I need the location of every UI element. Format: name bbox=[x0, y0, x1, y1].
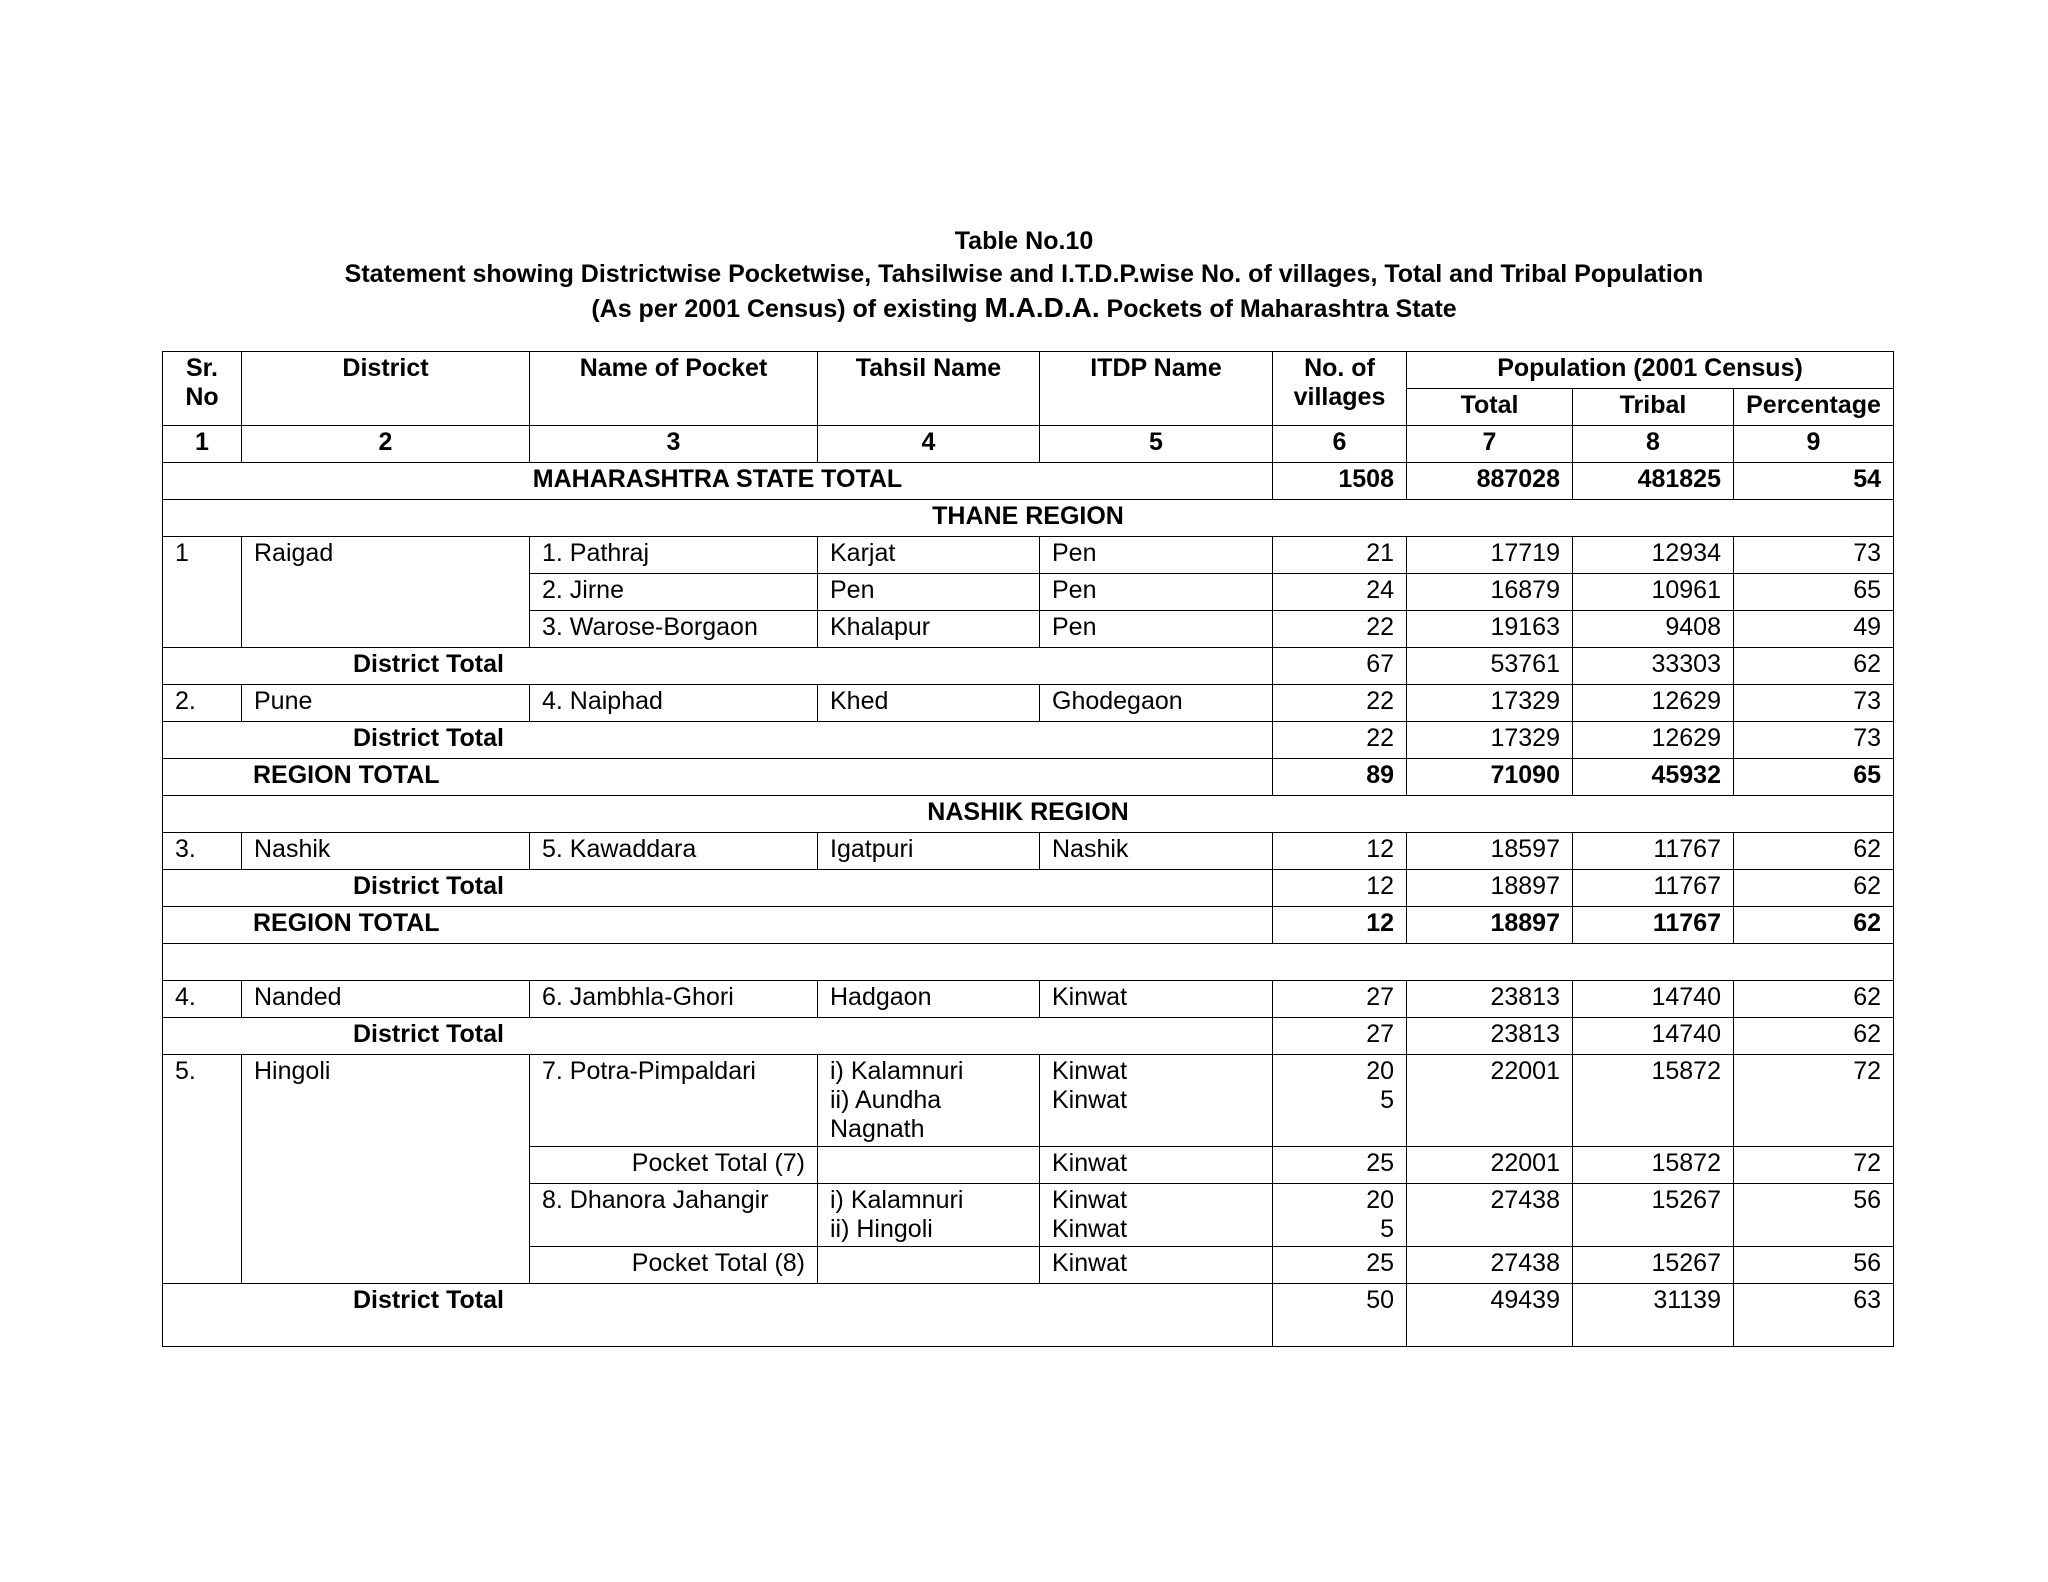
tribal-cell: 11767 bbox=[1573, 907, 1734, 944]
itdp-cell: Nashik bbox=[1040, 833, 1273, 870]
tribal-cell: 9408 bbox=[1573, 611, 1734, 648]
villages-cell: 25 bbox=[1273, 1147, 1407, 1184]
sr-no-cell: 3. bbox=[163, 833, 242, 870]
column-number: 4 bbox=[818, 426, 1040, 463]
total-cell: 887028 bbox=[1407, 463, 1573, 500]
itdp-cell: Pen bbox=[1040, 611, 1273, 648]
villages-cell: 24 bbox=[1273, 574, 1407, 611]
percentage-cell: 62 bbox=[1734, 870, 1894, 907]
subtitle-part-2: Pockets of Maharashtra State bbox=[1099, 295, 1457, 323]
header-row-1 bbox=[163, 352, 1894, 389]
total-cell: 17719 bbox=[1407, 537, 1573, 574]
villages-line: 20 bbox=[1366, 1057, 1394, 1085]
tahsil-cell: Khalapur bbox=[818, 611, 1040, 648]
tahsil-cell bbox=[818, 1247, 1040, 1284]
column-number: 5 bbox=[1040, 426, 1273, 463]
table-row bbox=[163, 1055, 1894, 1147]
pocket-cell: 3. Warose-Borgaon bbox=[530, 611, 818, 648]
percentage-cell: 62 bbox=[1734, 833, 1894, 870]
tahsil-cell: Karjat bbox=[818, 537, 1040, 574]
district-total-row bbox=[163, 648, 1894, 685]
thane-region-heading: THANE REGION bbox=[163, 500, 1894, 537]
table-row bbox=[163, 981, 1894, 1018]
villages-line: 5 bbox=[1380, 1215, 1394, 1243]
percentage-cell: 49 bbox=[1734, 611, 1894, 648]
total-cell: 71090 bbox=[1407, 759, 1573, 796]
itdp-cell: Kinwat bbox=[1040, 981, 1273, 1018]
sr-no-cell: 2. bbox=[163, 685, 242, 722]
district-cell: Pune bbox=[242, 685, 530, 722]
tribal-cell: 14740 bbox=[1573, 981, 1734, 1018]
tribal-cell: 14740 bbox=[1573, 1018, 1734, 1055]
sr-no-cell: 1 bbox=[163, 537, 242, 648]
total-cell: 18897 bbox=[1407, 870, 1573, 907]
tribal-cell: 481825 bbox=[1573, 463, 1734, 500]
villages-cell: 1508 bbox=[1273, 463, 1407, 500]
villages-cell: 12 bbox=[1273, 833, 1407, 870]
tahsil-cell: Igatpuri bbox=[818, 833, 1040, 870]
column-number: 9 bbox=[1734, 426, 1894, 463]
header-population: Population (2001 Census) bbox=[1407, 352, 1894, 389]
villages-cell: 21 bbox=[1273, 537, 1407, 574]
subtitle-part-1: (As per 2001 Census) of existing bbox=[591, 295, 985, 323]
district-total-row bbox=[163, 870, 1894, 907]
region-heading-row bbox=[163, 500, 1894, 537]
total-cell: 23813 bbox=[1407, 1018, 1573, 1055]
tahsil-line: ii) Hingoli bbox=[830, 1215, 933, 1243]
total-cell: 18597 bbox=[1407, 833, 1573, 870]
percentage-cell: 62 bbox=[1734, 907, 1894, 944]
itdp-cell: Ghodegaon bbox=[1040, 685, 1273, 722]
total-cell: 18897 bbox=[1407, 907, 1573, 944]
sr-no-cell: 4. bbox=[163, 981, 242, 1018]
region-heading-row bbox=[163, 796, 1894, 833]
state-total-row bbox=[163, 463, 1894, 500]
pocket-cell: 7. Potra-Pimpaldari bbox=[530, 1055, 818, 1147]
percentage-cell: 56 bbox=[1734, 1247, 1894, 1284]
table-row bbox=[163, 537, 1894, 574]
tribal-cell: 15872 bbox=[1573, 1147, 1734, 1184]
total-cell: 23813 bbox=[1407, 981, 1573, 1018]
district-cell: Hingoli bbox=[242, 1055, 530, 1284]
blank-cell bbox=[163, 944, 1894, 981]
percentage-cell: 73 bbox=[1734, 685, 1894, 722]
tahsil-line: ii) Aundha Nagnath bbox=[830, 1086, 942, 1143]
region-total-label: REGION TOTAL bbox=[163, 759, 1273, 796]
state-total-label: MAHARASHTRA STATE TOTAL bbox=[163, 463, 1273, 500]
tribal-cell: 15872 bbox=[1573, 1055, 1734, 1147]
villages-cell bbox=[1273, 1055, 1407, 1147]
pocket-total-label: Pocket Total (7) bbox=[530, 1147, 818, 1184]
villages-cell: 12 bbox=[1273, 870, 1407, 907]
tribal-cell: 15267 bbox=[1573, 1184, 1734, 1247]
itdp-cell: Pen bbox=[1040, 537, 1273, 574]
header-percentage: Percentage bbox=[1734, 389, 1894, 426]
tribal-cell: 31139 bbox=[1573, 1284, 1734, 1347]
percentage-cell: 56 bbox=[1734, 1184, 1894, 1247]
mada-pockets-table bbox=[162, 351, 1894, 1347]
district-cell: Raigad bbox=[242, 537, 530, 648]
tahsil-line: i) Kalamnuri bbox=[830, 1057, 964, 1085]
itdp-cell: Kinwat bbox=[1040, 1247, 1273, 1284]
tribal-cell: 11767 bbox=[1573, 870, 1734, 907]
percentage-cell: 73 bbox=[1734, 722, 1894, 759]
district-cell: Nashik bbox=[242, 833, 530, 870]
table-number: Table No.10 bbox=[954, 227, 1094, 255]
tribal-cell: 12934 bbox=[1573, 537, 1734, 574]
itdp-cell bbox=[1040, 1184, 1273, 1247]
villages-cell: 89 bbox=[1273, 759, 1407, 796]
villages-line: 20 bbox=[1366, 1186, 1394, 1214]
total-cell: 19163 bbox=[1407, 611, 1573, 648]
header-district: District bbox=[242, 352, 530, 426]
pocket-cell: 5. Kawaddara bbox=[530, 833, 818, 870]
itdp-cell: Pen bbox=[1040, 574, 1273, 611]
district-total-label: District Total bbox=[163, 722, 1273, 759]
itdp-line: Kinwat bbox=[1052, 1215, 1128, 1243]
total-cell: 17329 bbox=[1407, 722, 1573, 759]
column-number: 7 bbox=[1407, 426, 1573, 463]
header-tahsil: Tahsil Name bbox=[818, 352, 1040, 426]
column-number-row bbox=[163, 426, 1894, 463]
tribal-cell: 45932 bbox=[1573, 759, 1734, 796]
total-cell: 53761 bbox=[1407, 648, 1573, 685]
header-total: Total bbox=[1407, 389, 1573, 426]
percentage-cell: 63 bbox=[1734, 1284, 1894, 1347]
tahsil-line: i) Kalamnuri bbox=[830, 1186, 964, 1214]
table-row bbox=[163, 833, 1894, 870]
villages-cell: 22 bbox=[1273, 722, 1407, 759]
tribal-cell: 12629 bbox=[1573, 722, 1734, 759]
region-total-row bbox=[163, 907, 1894, 944]
pocket-cell: 8. Dhanora Jahangir bbox=[530, 1184, 818, 1247]
sr-no-cell: 5. bbox=[163, 1055, 242, 1284]
tahsil-cell bbox=[818, 1147, 1040, 1184]
column-number: 6 bbox=[1273, 426, 1407, 463]
total-cell: 16879 bbox=[1407, 574, 1573, 611]
percentage-cell: 62 bbox=[1734, 648, 1894, 685]
table-title: Statement showing Districtwise Pocketwise, Tahsilwise and I.T.D.P.wise No. of villages, Total and Tribal Population bbox=[344, 260, 1704, 288]
tahsil-cell: Hadgaon bbox=[818, 981, 1040, 1018]
column-number: 3 bbox=[530, 426, 818, 463]
district-total-label: District Total bbox=[163, 1018, 1273, 1055]
villages-cell: 27 bbox=[1273, 1018, 1407, 1055]
header-itdp: ITDP Name bbox=[1040, 352, 1273, 426]
itdp-cell bbox=[1040, 1055, 1273, 1147]
villages-cell: 25 bbox=[1273, 1247, 1407, 1284]
tahsil-cell bbox=[818, 1184, 1040, 1247]
district-total-row bbox=[163, 1018, 1894, 1055]
column-number: 8 bbox=[1573, 426, 1734, 463]
itdp-line: Kinwat bbox=[1052, 1086, 1128, 1114]
pocket-cell: 2. Jirne bbox=[530, 574, 818, 611]
blank-row bbox=[163, 944, 1894, 981]
tribal-cell: 12629 bbox=[1573, 685, 1734, 722]
pocket-cell: 4. Naiphad bbox=[530, 685, 818, 722]
percentage-cell: 62 bbox=[1734, 981, 1894, 1018]
district-cell: Nanded bbox=[242, 981, 530, 1018]
table-subtitle bbox=[0, 291, 2048, 326]
villages-cell bbox=[1273, 1184, 1407, 1247]
district-total-label: District Total bbox=[163, 648, 1273, 685]
villages-cell: 50 bbox=[1273, 1284, 1407, 1347]
villages-cell: 12 bbox=[1273, 907, 1407, 944]
villages-line: 5 bbox=[1380, 1086, 1394, 1114]
percentage-cell: 72 bbox=[1734, 1055, 1894, 1147]
region-total-row bbox=[163, 759, 1894, 796]
total-cell: 22001 bbox=[1407, 1055, 1573, 1147]
header-pocket: Name of Pocket bbox=[530, 352, 818, 426]
nashik-region-heading: NASHIK REGION bbox=[163, 796, 1894, 833]
district-total-row bbox=[163, 722, 1894, 759]
itdp-line: Kinwat bbox=[1052, 1057, 1128, 1085]
villages-cell: 67 bbox=[1273, 648, 1407, 685]
total-cell: 22001 bbox=[1407, 1147, 1573, 1184]
tribal-cell: 11767 bbox=[1573, 833, 1734, 870]
region-total-label: REGION TOTAL bbox=[163, 907, 1273, 944]
tahsil-cell bbox=[818, 1055, 1040, 1147]
pocket-cell: 1. Pathraj bbox=[530, 537, 818, 574]
header-sr-no: Sr. No bbox=[163, 352, 242, 426]
subtitle-mada: M.A.D.A. bbox=[984, 292, 1100, 323]
percentage-cell: 73 bbox=[1734, 537, 1894, 574]
header-tribal: Tribal bbox=[1573, 389, 1734, 426]
percentage-cell: 72 bbox=[1734, 1147, 1894, 1184]
villages-cell: 22 bbox=[1273, 611, 1407, 648]
total-cell: 27438 bbox=[1407, 1184, 1573, 1247]
itdp-line: Kinwat bbox=[1052, 1186, 1128, 1214]
column-number: 1 bbox=[163, 426, 242, 463]
column-number: 2 bbox=[242, 426, 530, 463]
total-cell: 17329 bbox=[1407, 685, 1573, 722]
villages-cell: 27 bbox=[1273, 981, 1407, 1018]
tahsil-cell: Pen bbox=[818, 574, 1040, 611]
percentage-cell: 62 bbox=[1734, 1018, 1894, 1055]
table-row bbox=[163, 685, 1894, 722]
pocket-cell: 6. Jambhla-Ghori bbox=[530, 981, 818, 1018]
villages-cell: 22 bbox=[1273, 685, 1407, 722]
total-cell: 49439 bbox=[1407, 1284, 1573, 1347]
district-total-label: District Total bbox=[163, 1284, 1273, 1347]
pocket-total-label: Pocket Total (8) bbox=[530, 1247, 818, 1284]
total-cell: 27438 bbox=[1407, 1247, 1573, 1284]
tribal-cell: 15267 bbox=[1573, 1247, 1734, 1284]
percentage-cell: 54 bbox=[1734, 463, 1894, 500]
percentage-cell: 65 bbox=[1734, 574, 1894, 611]
tribal-cell: 33303 bbox=[1573, 648, 1734, 685]
tahsil-cell: Khed bbox=[818, 685, 1040, 722]
itdp-cell: Kinwat bbox=[1040, 1147, 1273, 1184]
district-total-row bbox=[163, 1284, 1894, 1347]
tribal-cell: 10961 bbox=[1573, 574, 1734, 611]
header-villages: No. of villages bbox=[1273, 352, 1407, 426]
percentage-cell: 65 bbox=[1734, 759, 1894, 796]
district-total-label: District Total bbox=[163, 870, 1273, 907]
